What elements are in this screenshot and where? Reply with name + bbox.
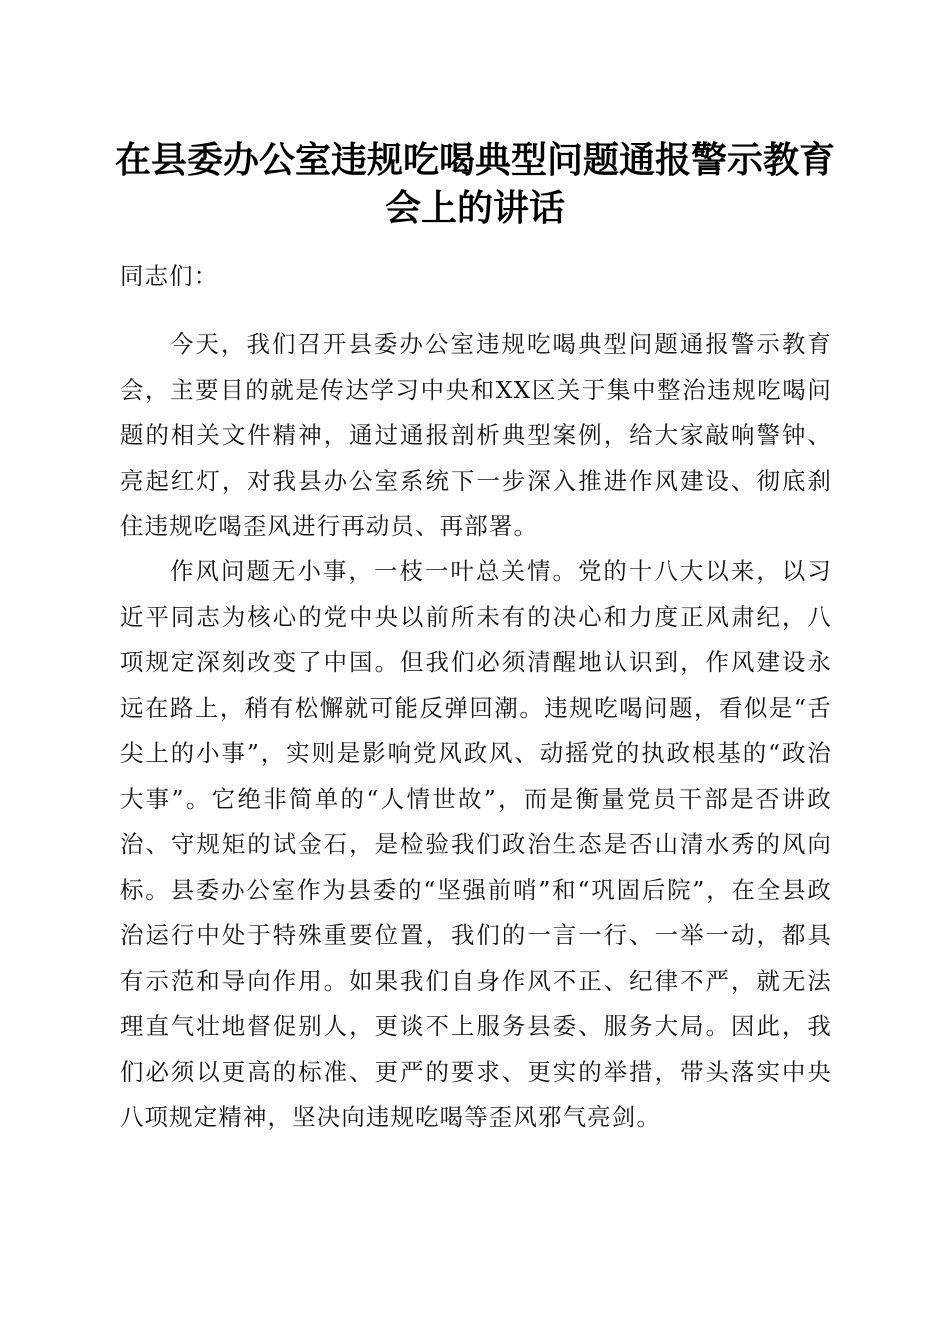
salutation: 同志们： — [120, 262, 219, 290]
document-title-line-2: 会上的讲话 — [384, 187, 565, 229]
paragraph-1: 今天，我们召开县委办公室违规吃喝典型问题通报警示教育会，主要目的就是传达学习中央和XX区关于集中整治违规吃喝问题的相关文件精神，通过通报剖析典型案例，给大家敲响警钟、亮起红灯，对我县办公室系统下一步深入推进作风建设、彻底刹住违规吃喝歪风进行再动员、再部署。 — [120, 330, 832, 540]
document-title-line-1: 在县委办公室违规吃喝典型问题通报警示教育 — [114, 139, 835, 181]
paragraph-2: 作风问题无小事，一枝一叶总关情。党的十八大以来，以习近平同志为核心的党中央以前所未有的决心和力度正风肃纪，八项规定深刻改变了中国。但我们必须清醒地认识到，作风建设永远在路上，稍有松懈就可能反弹回潮。违规吃喝问题，看似是“舌尖上的小事”，实则是影响党风政风、动摇党的执政根基的“政治大事”。它绝非简单的“人情世故”，而是衡量党员干部是否讲政治、守规矩的试金石，是检验我们政治生态是否山清水秀的风向标。县委办公室作为县委的“坚强前哨”和“巩固后院”，在全县政治运行中处于特殊重要位置，我们的一言一行、一举一动，都具有示范和导向作用。如果我们自身作风不正、纪律不严，就无法理直气壮地督促别人，更谈不上服务县委、服务大局。因此，我们必须以更高的标准、更严的要求、更实的举措，带头落实中央八项规定精神，坚决向违规吃喝等歪风邪气亮剑。 — [120, 557, 832, 1131]
